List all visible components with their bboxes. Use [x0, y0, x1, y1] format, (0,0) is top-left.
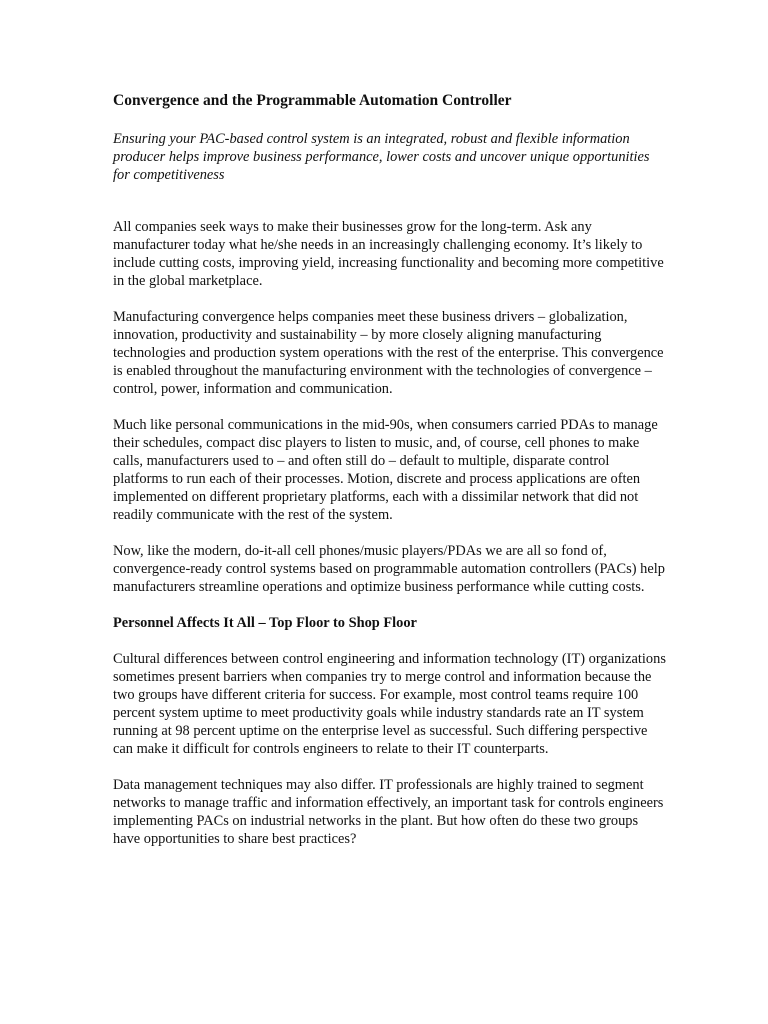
- paragraph-intro: All companies seek ways to make their businesses grow for the long-term. Ask any manufacturer today what he/she needs in an increasingly challenging economy. It’s likely to include cutting costs, improving yield, increasing functionality and becoming more competitive in the global marketplace.: [113, 219, 664, 289]
- paragraph-pacs: Now, like the modern, do-it-all cell phones/music players/PDAs we are all so fond of, convergence-ready control systems based on programmable automation controllers (PACs) help manufacturers streamline operations and optimize business performance while cutting costs.: [113, 543, 665, 595]
- paragraph-personal-communications: Much like personal communications in the mid-90s, when consumers carried PDAs to manage their schedules, compact disc players to listen to music, and, of course, cell phones to make calls, manufacturers used to – and often still do – default to multiple, disparate control platforms to run each of their processes. Motion, discrete and process applications are often implemented on different proprietary platforms, each with a dissimilar network that did not readily communicate with the rest of the system.: [113, 417, 658, 523]
- paragraph-convergence: Manufacturing convergence helps companies meet these business drivers – globalization, innovation, productivity and sustainability – by more closely aligning manufacturing technologies and production system operations with the rest of the enterprise. This convergence is enabled throughout the manufacturing environment with the technologies of convergence – control, power, information and communication.: [113, 309, 664, 397]
- document-subtitle: Ensuring your PAC-based control system is an integrated, robust and flexible information producer helps improve business performance, lower costs and uncover unique opportunities for competitiveness: [113, 131, 650, 183]
- paragraph-cultural-differences: Cultural differences between control engineering and information technology (IT) organizations sometimes present barriers when companies try to merge control and information because the two groups have different criteria for success. For example, most control teams require 100 percent system uptime to meet productivity goals while industry standards rate an IT system running at 98 percent uptime on the enterprise level as successful. Such differing perspective can make it difficult for controls engineers to relate to their IT counterparts.: [113, 651, 666, 757]
- document-title: Convergence and the Programmable Automation Controller: [113, 92, 512, 109]
- paragraph-data-management: Data management techniques may also differ. IT professionals are highly trained to segment networks to manage traffic and information effectively, an important task for controls engineers implementing PACs on industrial networks in the plant. But how often do these two groups have opportunities to share best practices?: [113, 777, 664, 847]
- section-heading: Personnel Affects It All – Top Floor to Shop Floor: [113, 615, 417, 631]
